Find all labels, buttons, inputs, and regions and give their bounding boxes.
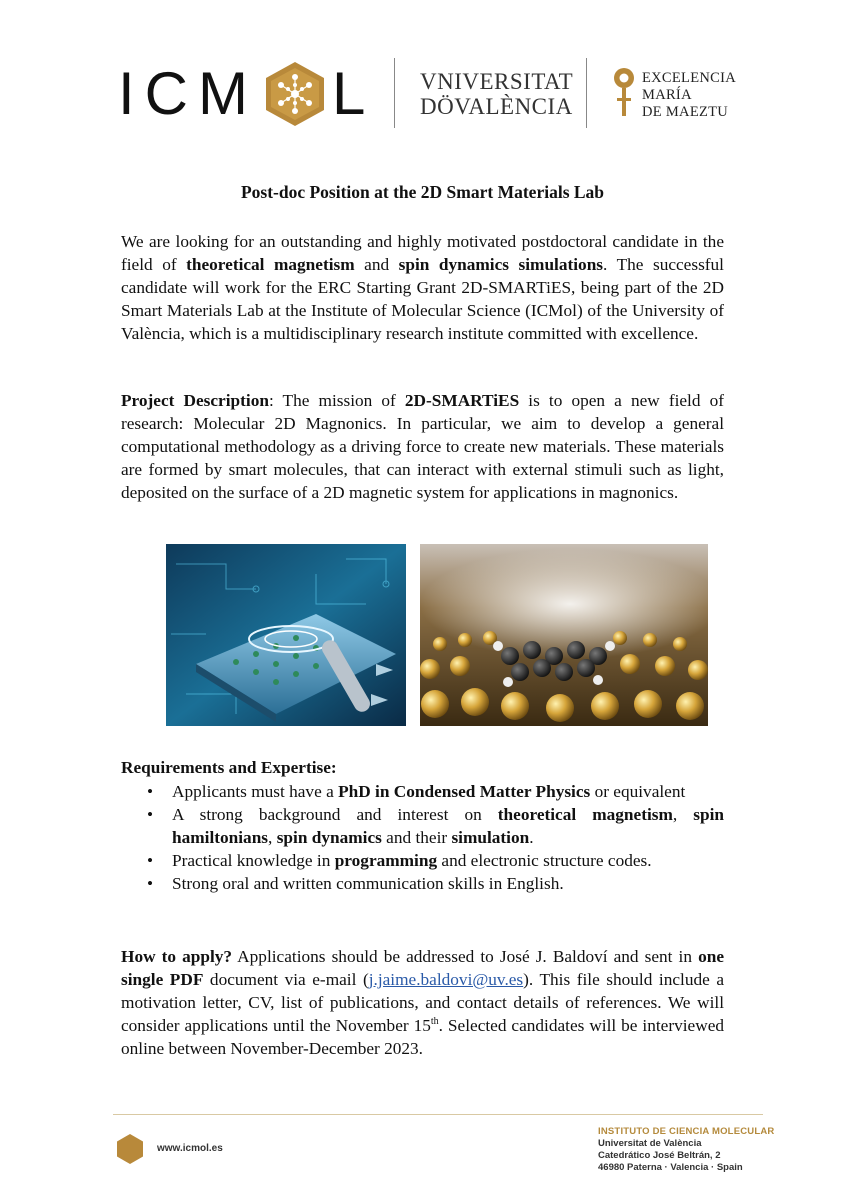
item-text: ,	[672, 805, 694, 824]
item-text: or equivalent	[590, 782, 686, 801]
item-bold-text: PhD in Condensed Matter Physics	[338, 782, 591, 801]
item-bold-text: programming	[334, 851, 438, 870]
footer-divider	[113, 1114, 763, 1115]
university-name-line1: VNIVERSITAT	[420, 69, 574, 94]
footer-address-line: Catedrático José Beltrán, 2	[598, 1150, 721, 1161]
intro-text: and	[354, 255, 399, 274]
item-text: and their	[381, 828, 452, 847]
intro-paragraph	[121, 230, 724, 345]
page-title: Post-doc Position at the 2D Smart Materials Lab	[240, 182, 605, 202]
footer-address	[598, 1126, 774, 1174]
icmol-hexagon-icon	[264, 60, 326, 128]
list-item	[121, 803, 724, 849]
item-text: Practical knowledge in	[172, 851, 335, 870]
magnonics-device-image	[166, 544, 406, 726]
icmol-logo-left-text: ICM	[118, 60, 258, 127]
intro-bold-text: theoretical magnetism	[186, 255, 355, 274]
project-paragraph	[121, 389, 724, 504]
list-item	[121, 780, 724, 803]
footer-institute-name: INSTITUTO DE CIENCIA MOLECULAR	[598, 1126, 775, 1137]
molecules-on-surface-image	[420, 544, 708, 726]
university-logo	[420, 70, 573, 120]
footer-hexagon-icon	[116, 1133, 144, 1165]
header-divider	[394, 58, 395, 128]
intro-text: . The successful candidate will work for the ERC Starting Grant 2D-SMARTiES, being part of the 2D Smart Materials Lab at the Institute of Molecular Science (ICMol) of the University of València, which is a multidisciplinary research institute committed with excellence.	[121, 255, 724, 343]
list-item	[121, 849, 724, 872]
footer-website-link[interactable]: www.icmol.es	[157, 1143, 223, 1154]
item-text: .	[529, 828, 534, 847]
intro-text: We are looking for an outstanding and highly motivated postdoctoral candidate in the field of	[121, 232, 724, 274]
requirements-heading: Requirements and Expertise:	[121, 758, 337, 777]
item-bold-text: theoretical magnetism	[497, 805, 673, 824]
requirements-list	[121, 780, 724, 895]
project-illustrations	[166, 544, 708, 726]
page-header	[0, 58, 845, 133]
icmol-logo-right-text: L	[331, 60, 376, 127]
maeztu-emblem-icon	[612, 66, 636, 118]
project-text: is to open a new field of research: Molecular 2D Magnonics. In particular, we aim to develop a general computational methodology as a driving force to create new materials. These materials are formed by smart molecules, that can interact with external stimuli such as light, deposited on the surface of a 2D magnetic system for applications in magnonics.	[121, 391, 724, 502]
excellence-line1: EXCELENCIA	[642, 70, 737, 86]
project-bold-text: 2D-SMARTiES	[404, 391, 520, 410]
footer-address-line: Universitat de València	[598, 1138, 702, 1149]
item-bold-text: simulation	[451, 828, 530, 847]
item-bold-text: spin dynamics	[276, 828, 382, 847]
superscript: th	[430, 1016, 439, 1028]
project-text: : The mission of	[268, 391, 405, 410]
apply-label: How to apply?	[121, 947, 233, 966]
item-text: Applicants must have a	[172, 782, 339, 801]
apply-bold-text: one single PDF	[121, 947, 724, 989]
excellence-line3: DE MAEZTU	[642, 104, 729, 120]
apply-text: Applications should be addressed to José J. Baldoví and sent in	[232, 947, 699, 966]
footer-address-line: 46980 Paterna · Valencia · Spain	[598, 1162, 743, 1173]
intro-bold-text: spin dynamics simulations	[398, 255, 604, 274]
apply-text: document via e-mail (	[203, 970, 369, 989]
excellence-line2: MARÍA	[642, 87, 692, 103]
list-item	[121, 872, 724, 895]
university-name-line2: DÖVALÈNCIA	[420, 94, 573, 119]
item-text: Strong oral and written communication skills in English.	[172, 874, 564, 893]
apply-text: . Selected candidates will be interviewed online between November-December 2023.	[121, 1016, 725, 1058]
apply-text: ). This file should include a motivation letter, CV, list of publications, and contact details of references. We will consider applications until the November 15	[121, 970, 724, 1035]
maria-de-maeztu-logo	[612, 66, 736, 121]
item-text: ,	[268, 828, 277, 847]
header-divider	[586, 58, 587, 128]
item-text: A strong background and interest on	[172, 805, 498, 824]
project-label: Project Description	[121, 391, 269, 410]
item-bold-text: spin hamiltonians	[172, 805, 725, 847]
apply-paragraph	[121, 945, 724, 1060]
item-text: and electronic structure codes.	[437, 851, 652, 870]
icmol-logo	[118, 60, 376, 127]
email-link[interactable]: j.jaime.baldovi@uv.es	[368, 970, 524, 989]
